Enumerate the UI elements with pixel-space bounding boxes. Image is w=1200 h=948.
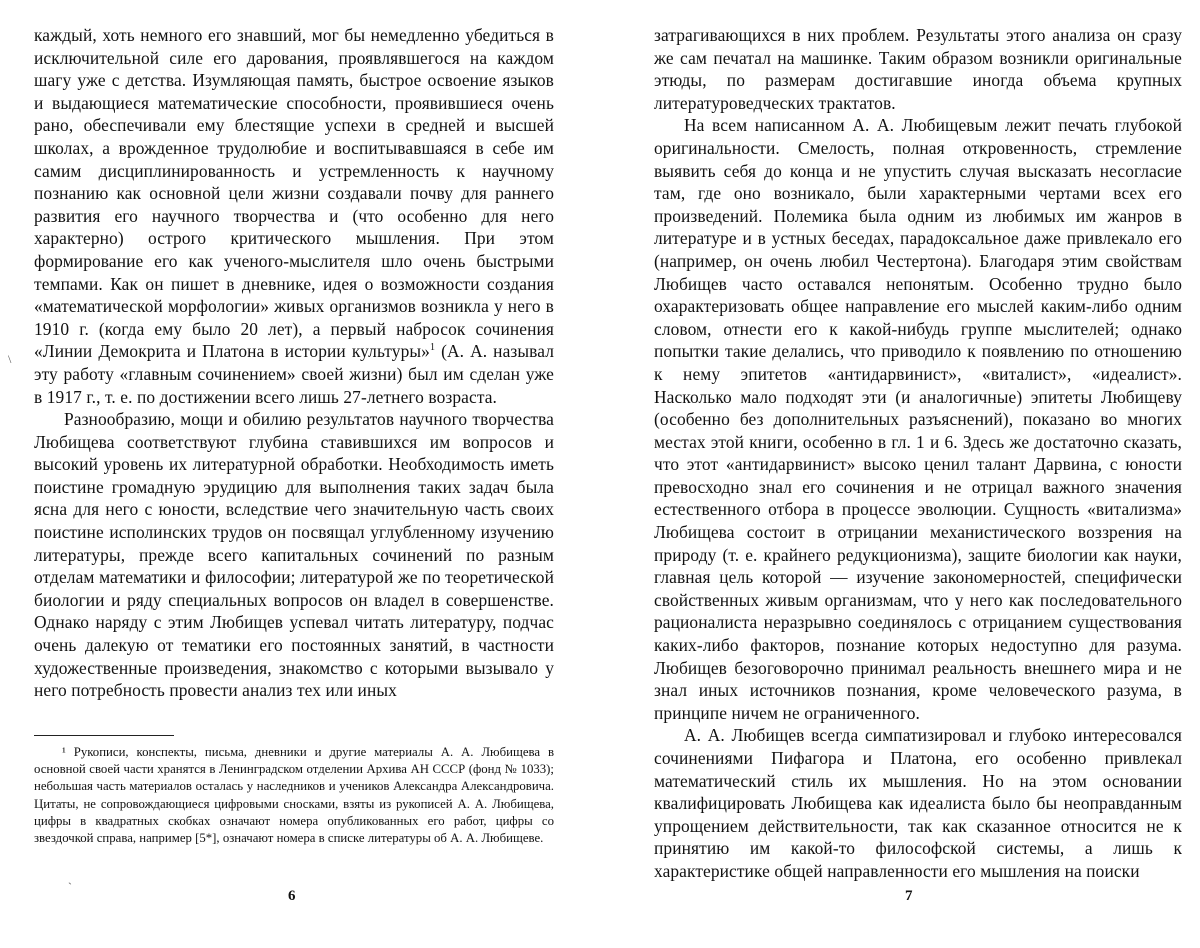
scan-speck: `	[68, 880, 72, 895]
left-page	[0, 0, 600, 948]
footnote-marker: 1	[430, 343, 435, 354]
right-paragraph-1: затрагивающихся в них проблем. Результаты этого анализа он сразу же сам печатал на машинке. Таким образом возникли оригинальные этюды, по размерам достигавшие иногда объема крупных литературоведческих трактатов.	[654, 24, 1182, 114]
footnote-text: ¹ Рукописи, конспекты, письма, дневники и другие материалы А. А. Любищева в основной своей части хранятся в Ленинградском отделении Архива АН СССР (фонд № 1033); небольшая часть материалов осталась у наследников и учеников Александра Александровича. Цитаты, не сопровождающиеся цифровыми сносками, взяты из рукописей А. А. Любищева, цифры в квадратных скобках означают номера опубликованных его работ, цифры со звездочкой справа, например [5*], означают номера в списке литературы об А. А. Любищеве.	[34, 744, 554, 847]
right-page-text	[654, 24, 1182, 883]
left-paragraph-1-text: каждый, хоть немного его знавший, мог бы немедленно убедиться в исключительной силе его дарования, проявлявшегося на каждом шагу уже с детства. Изумляющая память, быстрое освоение языков и выдающиеся математические способности, проявившиеся очень рано, обеспечивали ему блестящие успехи в средней и высшей школах, а врожденное трудолюбие и воспитывавшаяся в себе им самим дисциплинированность и устремленность к научному познанию как основной цели жизни создавали почву для раннего развития его научного творчества и (что особенно для него характерно) острого критического мышления. При этом формирование его как ученого-мыслителя шло очень быстрыми темпами. Как он пишет в дневнике, идея о возможности создания «математической морфологии» живых организмов возникла у него в 1910 г. (когда ему было 20 лет), а первый набросок сочинения «Линии Демокрита и Платона в истории культуры»	[34, 25, 554, 361]
left-paragraph-1-tail: (А. А. называл эту работу «главным сочинением» своей жизни) был им сделан уже в 1917 г., т. е. по достижении всего лишь 27-летнего возраста.	[34, 341, 554, 406]
right-page	[600, 0, 1200, 948]
right-page-number: 7	[905, 888, 913, 905]
left-page-number: 6	[288, 888, 296, 905]
footnote	[34, 744, 554, 847]
right-paragraph-2: На всем написанном А. А. Любищевым лежит печать глубокой оригинальности. Смелость, полная откровенность, стремление выявить себя до конца и не упустить случая высказать несогласие там, где оно возникало, были характерными чертами всех его произведений. Полемика была одним из любимых им жанров в литературе и в устных беседах, парадоксальное даже привлекало его (например, он очень любил Честертона). Благодаря этим свойствам Любищев часто оставался непонятым. Особенно трудно было охарактеризовать общее направление его мыслей каким-либо одним словом, отнести его к какой-нибудь группе мыслителей; однако попытки такие делались, что приводило к появлению по отношению к нему эпитетов «антидарвинист», «виталист», «идеалист». Насколько мало подходят эти (и аналогичные) эпитеты Любищеву (особенно без дополнительных разъяснений), показано во многих местах этой книги, особенно в гл. 1 и 6. Здесь же достаточно сказать, что этот «антидарвинист» высоко ценил талант Дарвина, с юности превосходно знал его сочинения и не отрицал важного значения естественного отбора в процессе эволюции. Сущность «витализма» Любищева состоит в отрицании механистического воззрения на природу (т. е. крайнего редукционизма), защите биологии как науки, главная цель которой — изучение закономерностей, специфически свойственных живым организмам, что у него как последовательного рационалиста неразрывно соединялось с отрицанием существования каких-либо факторов, познание которых недоступно для разума. Любищев безоговорочно принимал реальность внешнего мира и не знал иных источников познания, кроме человеческого разума, в принципе ничем не ограниченного.	[654, 114, 1182, 724]
left-paragraph-1	[34, 24, 554, 408]
scan-speck: \	[8, 352, 11, 367]
left-paragraph-2: Разнообразию, мощи и обилию результатов научного творчества Любищева соответствуют глубина ставившихся им вопросов и высокий уровень их литературной обработки. Необходимость иметь поистине громадную эрудицию для выполнения таких задач была ясна для него с юности, вследствие чего значительную часть своих поистине исполинских трудов он посвящал углубленному изучению литературы, прежде всего капитальных сочинений по разным отделам математики и философии; литературой же по теоретической биологии и ряду специальных вопросов он владел в совершенстве. Однако наряду с этим Любищев успевал читать литературу, подчас очень далекую от тематики его постоянных занятий, в частности художественные произведения, знакомство с которыми вызывало у него потребность провести анализ тех или иных	[34, 408, 554, 702]
left-page-text	[34, 24, 554, 702]
right-paragraph-3: А. А. Любищев всегда симпатизировал и глубоко интересовался сочинениями Пифагора и Платона, его особенно привлекал математический стиль их мышления. Но на этом основании квалифицировать Любищева как идеалиста было бы неоправданным упрощением действительности, так как сказанное относится не к принятию им какой-то философской системы, а лишь к характеристике общей направленности его мышления на поиски	[654, 724, 1182, 882]
footnote-divider	[34, 735, 174, 736]
